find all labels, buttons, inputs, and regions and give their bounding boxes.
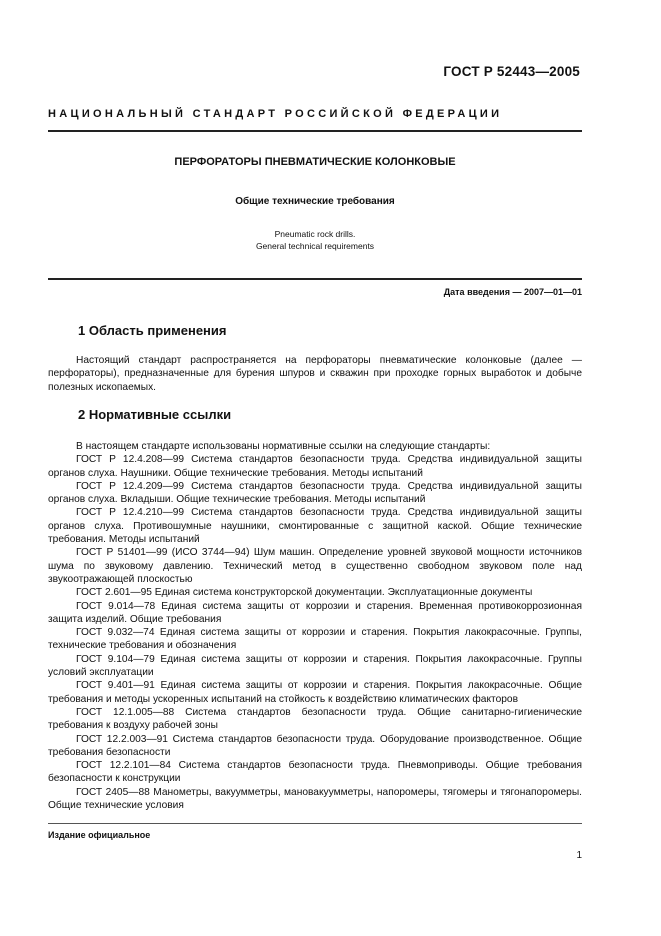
reference-item: ГОСТ 2.601—95 Единая система конструкторской документации. Эксплуатационные документы xyxy=(76,587,533,599)
reference-item: ГОСТ 9.032—74 Единая система защиты от коррозии и старения. Покрытия лакокрасочные. Группы, технические требования и обозначения xyxy=(48,627,582,652)
reference-item: ГОСТ Р 12.4.208—99 Система стандартов безопасности труда. Средства индивидуальной защиты органов слуха. Наушники. Общие технические требования. Методы испытаний xyxy=(48,454,582,479)
reference-item: ГОСТ 12.1.005—88 Система стандартов безопасности труда. Общие санитарно-гигиенические требования к воздуху рабочей зоны xyxy=(48,706,582,732)
reference-item: ГОСТ Р 12.4.209—99 Система стандартов безопасности труда. Средства индивидуальной защиты органов слуха. Вкладыши. Общие технические требования. Методы испытаний xyxy=(48,480,582,506)
reference-item: ГОСТ 9.014—78 Единая система защиты от коррозии и старения. Временная противокоррозионная защита изделий. Общие требования xyxy=(48,600,582,625)
footer-divider xyxy=(48,823,582,824)
reference-item: ГОСТ 9.401—91 Единая система защиты от коррозии и старения. Покрытия лакокрасочные. Общие требования и методы ускоренных испытаний на стойкость к воздействию климатических факторов xyxy=(48,680,582,705)
reference-item: ГОСТ Р 12.4.210—99 Система стандартов безопасности труда. Средства индивидуальной защиты органов слуха. Противошумные наушники, смонтированные с защитной каской. Общие технические требования. Методы испытаний xyxy=(48,507,582,546)
gost-number: ГОСТ Р 52443—2005 xyxy=(443,64,580,79)
reference-item: ГОСТ 2405—88 Манометры, вакуумметры, мановакуумметры, напоромеры, тягомеры и тягонапоромеры. Общие технические условия xyxy=(48,786,582,812)
english-title-line1: Pneumatic rock drills. xyxy=(274,229,356,239)
english-title-line2: General technical requirements xyxy=(255,241,375,251)
english-title xyxy=(48,228,582,252)
official-edition-label: Издание официальное xyxy=(48,830,151,840)
document-subtitle: Общие технические требования xyxy=(235,196,395,207)
national-standard-banner: НАЦИОНАЛЬНЫЙ СТАНДАРТ РОССИЙСКОЙ ФЕДЕРАЦИИ xyxy=(48,108,503,120)
page-number: 1 xyxy=(576,850,582,861)
references-intro: В настоящем стандарте использованы нормативные ссылки на следующие стандарты: xyxy=(76,441,491,452)
reference-item: ГОСТ 12.2.101—84 Система стандартов безопасности труда. Пневмоприводы. Общие требования безопасности к конструкции xyxy=(48,760,582,785)
section-1-paragraph: Настоящий стандарт распространяется на перфораторы пневматические колонковые (далее — перфораторы), предназначенные для бурения шпуров и скважин при проходке горных выработок и добыче полезных ископаемых. xyxy=(48,355,582,393)
section-2-heading: 2 Нормативные ссылки xyxy=(78,407,232,422)
mid-divider xyxy=(48,278,582,280)
reference-item: ГОСТ Р 51401—99 (ИСО 3744—94) Шум машин. Определение уровней звуковой мощности источников шума по звуковому давлению. Технический метод в существенно свободном звуковом поле над звукоотражающей плоскостью xyxy=(48,547,582,585)
reference-item: ГОСТ 12.2.003—91 Система стандартов безопасности труда. Оборудование производственное. Общие требования безопасности xyxy=(48,733,582,758)
document-title: ПЕРФОРАТОРЫ ПНЕВМАТИЧЕСКИЕ КОЛОНКОВЫЕ xyxy=(174,156,456,168)
section-1-heading: 1 Область применения xyxy=(78,323,227,338)
introduction-date: Дата введения — 2007—01—01 xyxy=(443,287,582,297)
top-divider xyxy=(48,130,582,132)
references-list xyxy=(48,440,582,812)
reference-item: ГОСТ 9.104—79 Единая система защиты от коррозии и старения. Покрытия лакокрасочные. Группы условий эксплуатации xyxy=(48,653,582,679)
